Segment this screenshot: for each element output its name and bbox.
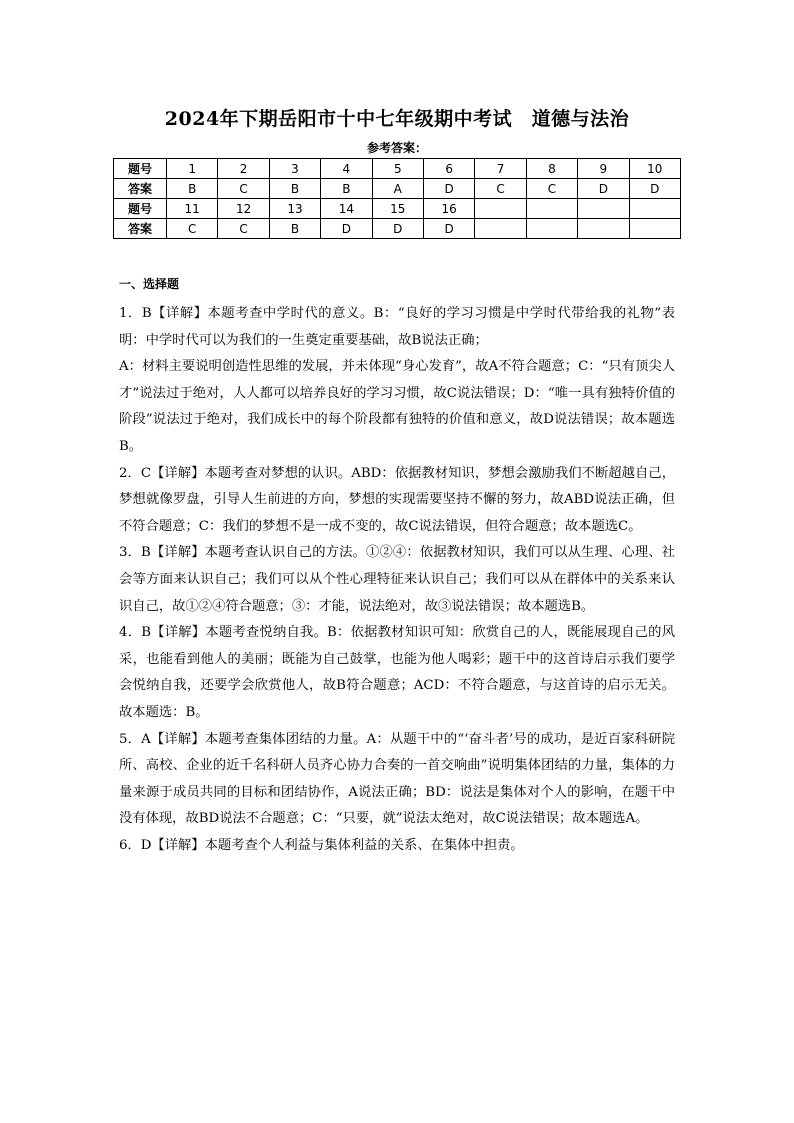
table-cell: 6 bbox=[423, 159, 474, 179]
table-cell bbox=[526, 219, 577, 239]
table-cell: D bbox=[578, 179, 629, 199]
table-cell: 5 bbox=[372, 159, 423, 179]
explanation-paragraph: 6．D【详解】本题考查个人利益与集体利益的关系、在集体中担责。 bbox=[119, 837, 524, 853]
table-cell: 7 bbox=[475, 159, 526, 179]
table-cell: 1 bbox=[167, 159, 218, 179]
table-cell: B bbox=[269, 179, 320, 199]
table-cell: 11 bbox=[167, 199, 218, 219]
table-cell: D bbox=[629, 179, 680, 199]
row-label: 答案 bbox=[114, 179, 167, 199]
table-cell: D bbox=[423, 179, 474, 199]
table-cell bbox=[578, 199, 629, 219]
answer-key-heading: 参考答案： bbox=[366, 141, 427, 155]
table-cell bbox=[629, 199, 680, 219]
table-cell: B bbox=[269, 219, 320, 239]
table-cell: C bbox=[218, 219, 269, 239]
table-cell bbox=[526, 199, 577, 219]
table-cell: 14 bbox=[321, 199, 372, 219]
table-cell: D bbox=[423, 219, 474, 239]
table-cell: 9 bbox=[578, 159, 629, 179]
table-cell: 4 bbox=[321, 159, 372, 179]
row-label: 答案 bbox=[114, 219, 167, 239]
explanation-paragraph: 1．B【详解】本题考查中学时代的意义。B：“良好的学习习惯是中学时代带给我的礼物”表明：中学时代可以为我们的一生奠定重要基础，故B说法正确； bbox=[119, 306, 675, 348]
table-cell: B bbox=[167, 179, 218, 199]
explanations bbox=[119, 301, 675, 859]
table-cell: C bbox=[167, 219, 218, 239]
table-cell bbox=[629, 219, 680, 239]
table-row bbox=[114, 179, 681, 199]
explanation-paragraph: A：材料主要说明创造性思维的发展，并未体现“身心发育”，故A不符合题意；C：“只有顶尖人才”说法过于绝对，人人都可以培养良好的学习习惯，故C说法错误；D：“唯一具有独特价值的阶段”说法过于绝对，我们成长中的每个阶段都有独特的价值和意义，故D说法错误；故本题选B。 bbox=[119, 359, 675, 454]
explanation-paragraph: 3．B【详解】本题考查认识自己的方法。①②④：依据教材知识，我们可以从生理、心理、社会等方面来认识自己；我们可以从个性心理特征来认识自己；我们可以从在群体中的关系来认识自己，故①②④符合题意；③：才能，说法绝对，故③说法错误；故本题选B。 bbox=[119, 545, 675, 614]
explanation-paragraph: 2．C【详解】本题考查对梦想的认识。ABD：依据教材知识，梦想会激励我们不断超越自己，梦想就像罗盘，引导人生前进的方向，梦想的实现需要坚持不懈的努力，故ABD说法正确，但不符合题意；C：我们的梦想不是一成不变的，故C说法错误，但符合题意；故本题选C。 bbox=[119, 465, 675, 534]
table-cell: C bbox=[218, 179, 269, 199]
table-row bbox=[114, 199, 681, 219]
table-cell: D bbox=[321, 219, 372, 239]
explanation-paragraph: 4．B【详解】本题考查悦纳自我。B：依据教材知识可知：欣赏自己的人，既能展现自己的风采，也能看到他人的美丽；既能为自己鼓掌，也能为他人喝彩；题干中的这首诗启示我们要学会悦纳自我，还要学会欣赏他人，故B符合题意；ACD：不符合题意，与这首诗的启示无关。故本题选：B。 bbox=[119, 625, 675, 720]
table-cell bbox=[475, 219, 526, 239]
row-label: 题号 bbox=[114, 159, 167, 179]
table-cell: 15 bbox=[372, 199, 423, 219]
table-cell: 16 bbox=[423, 199, 474, 219]
table-cell bbox=[475, 199, 526, 219]
table-cell bbox=[578, 219, 629, 239]
table-row bbox=[114, 219, 681, 239]
table-cell: D bbox=[372, 219, 423, 239]
table-row bbox=[114, 159, 681, 179]
table-cell: 8 bbox=[526, 159, 577, 179]
table-cell: 2 bbox=[218, 159, 269, 179]
row-label: 题号 bbox=[114, 199, 167, 219]
table-cell: C bbox=[475, 179, 526, 199]
table-cell: 13 bbox=[269, 199, 320, 219]
explanation-paragraph: 5．A【详解】本题考查集体团结的力量。A：从题干中的“‘奋斗者’号的成功，是近百家科研院所、高校、企业的近千名科研人员齐心协力合奏的一首交响曲”说明集体团结的力量，集体的力量来源于成员共同的目标和团结协作，A说法正确；BD：说法是集体对个人的影响，在题干中没有体现，故BD说法不合题意；C：“只要，就”说法太绝对，故C说法错误；故本题选A。 bbox=[119, 731, 675, 827]
table-cell: B bbox=[321, 179, 372, 199]
table-cell: 3 bbox=[269, 159, 320, 179]
answer-table bbox=[113, 158, 681, 239]
table-cell: A bbox=[372, 179, 423, 199]
section-heading: 一、选择题 bbox=[119, 277, 180, 291]
table-cell: C bbox=[526, 179, 577, 199]
table-cell: 12 bbox=[218, 199, 269, 219]
page-title: 2024年下期岳阳市十中七年级期中考试 道德与法治 bbox=[164, 108, 630, 130]
table-cell: 10 bbox=[629, 159, 680, 179]
